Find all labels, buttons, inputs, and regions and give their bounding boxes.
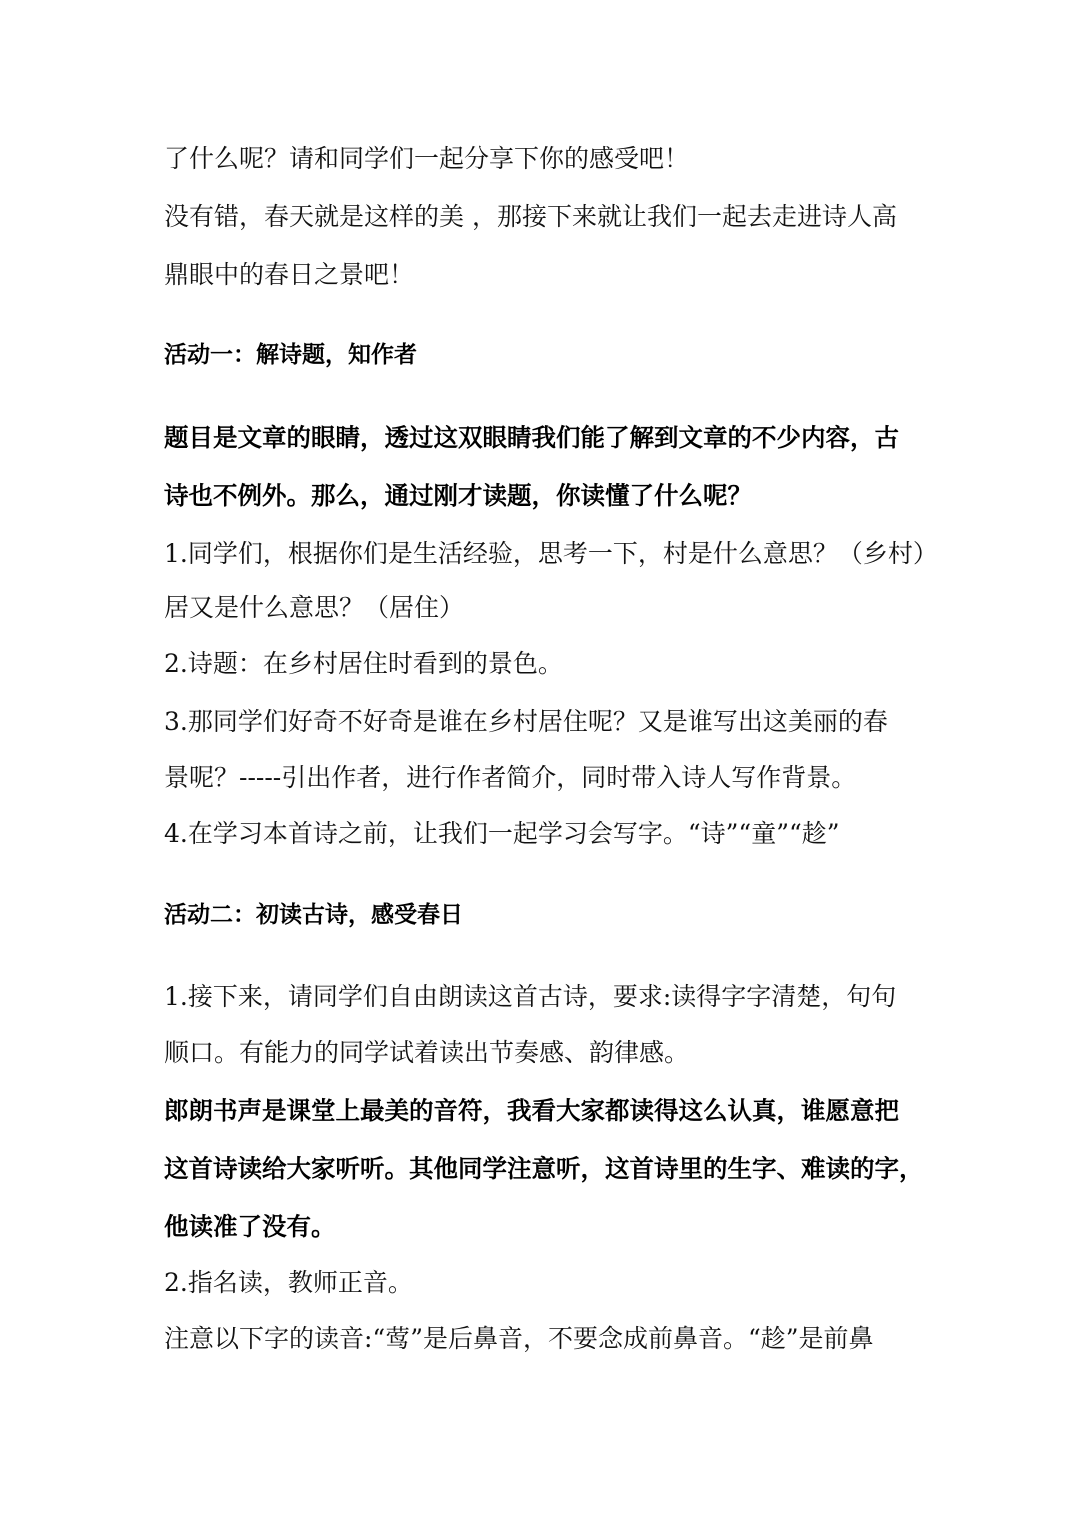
paragraph-line: 了什么呢？请和同学们一起分享下你的感受吧！ (164, 144, 690, 173)
list-item-line: 3.那同学们好奇不好奇是谁在乡村居住呢？又是谁写出这美丽的春 (164, 707, 888, 736)
section-heading-activity-two: 活动二：初读古诗，感受春日 (164, 902, 463, 928)
list-item-line: 顺口。有能力的同学试着读出节奏感、韵律感。 (164, 1038, 690, 1067)
section-heading-activity-one: 活动一：解诗题，知作者 (164, 342, 417, 368)
paragraph-line: 没有错，春天就是这样的美 ，那接下来就让我们一起去走进诗人高 (164, 202, 897, 231)
list-item-line: 2.诗题：在乡村居住时看到的景色。 (164, 649, 563, 678)
list-item-line: 1.同学们，根据你们是生活经验，思考一下，村是什么意思？（乡村） (164, 539, 938, 568)
bold-paragraph-line: 他读准了没有。 (164, 1212, 336, 1241)
list-item-line: 景呢？-----引出作者，进行作者简介，同时带入诗人写作背景。 (164, 763, 857, 792)
bold-paragraph-line: 这首诗读给大家听听。其他同学注意听，这首诗里的生字、难读的字， (164, 1154, 924, 1183)
list-item-line: 居又是什么意思？（居住） (164, 593, 465, 622)
bold-paragraph-line: 题目是文章的眼睛，透过这双眼睛我们能了解到文章的不少内容，古 (164, 423, 899, 452)
paragraph-line: 注意以下字的读音:“莺”是后鼻音，不要念成前鼻音。“趁”是前鼻 (164, 1324, 874, 1353)
list-item-line: 4.在学习本首诗之前，让我们一起学习会写字。“诗”“童”“趁” (164, 819, 840, 848)
paragraph-line: 鼎眼中的春日之景吧！ (164, 260, 415, 289)
list-item-line: 2.指名读，教师正音。 (164, 1268, 413, 1297)
bold-paragraph-line: 诗也不例外。那么，通过刚才读题，你读懂了什么呢？ (164, 481, 752, 510)
bold-paragraph-line: 郎朗书声是课堂上最美的音符，我看大家都读得这么认真，谁愿意把 (164, 1096, 899, 1125)
list-item-line: 1.接下来，请同学们自由朗读这首古诗，要求:读得字字清楚，句句 (164, 982, 897, 1011)
